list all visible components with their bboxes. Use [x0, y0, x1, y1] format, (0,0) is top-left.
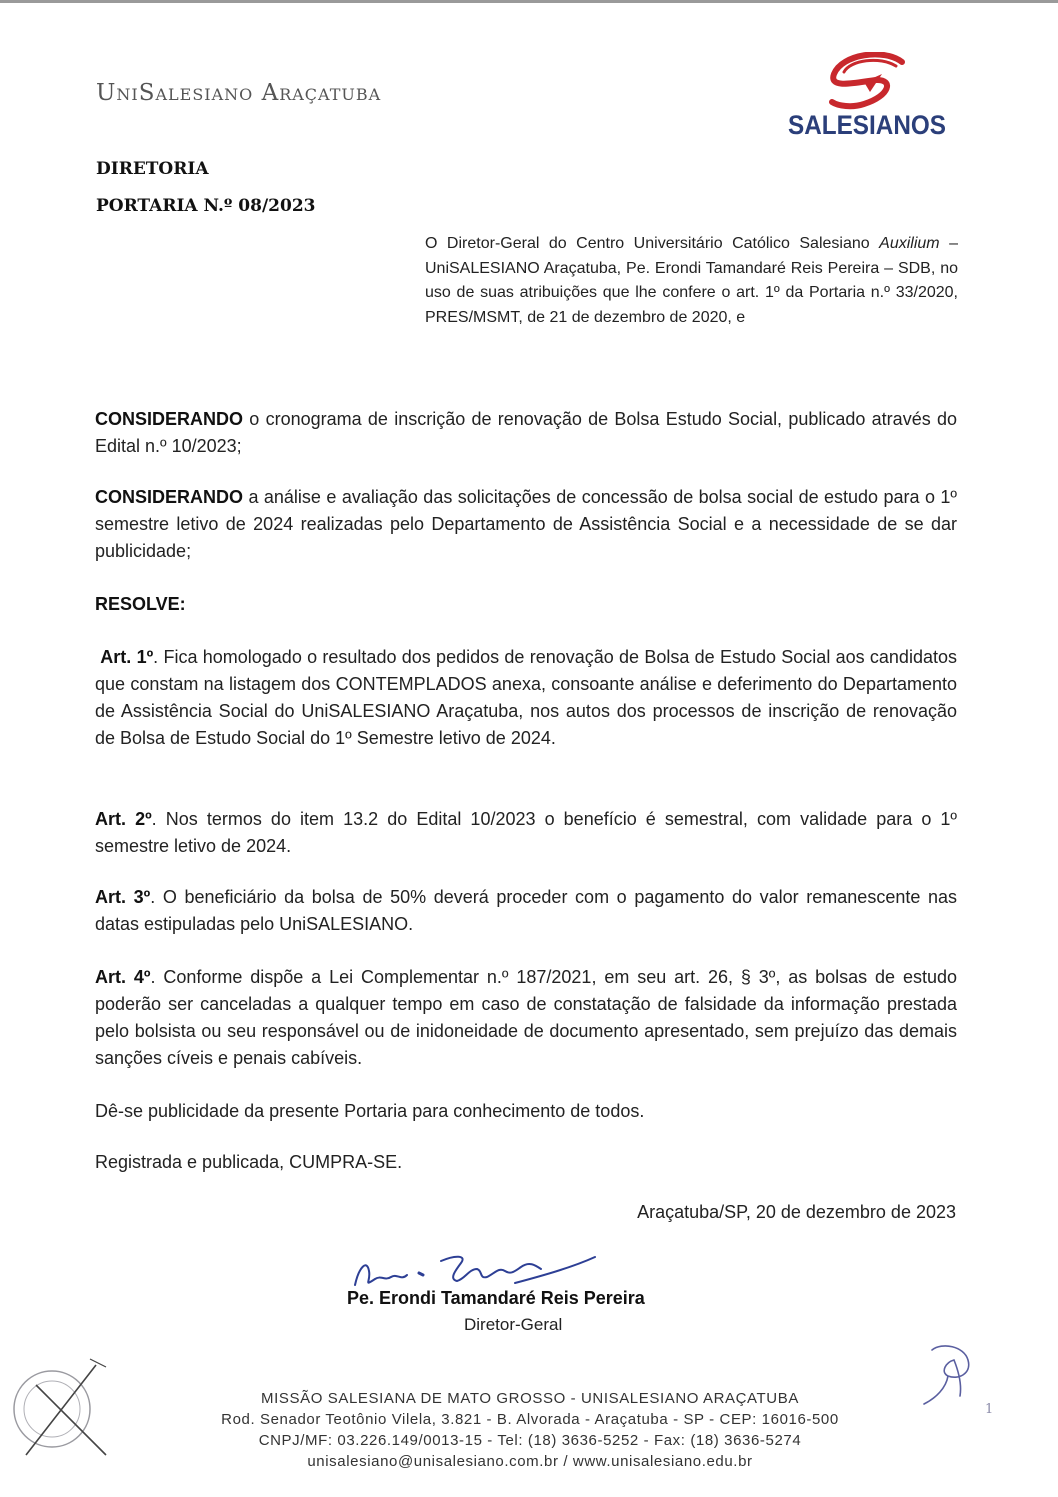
- salesianos-logo: [778, 52, 978, 144]
- article-4: [95, 964, 957, 1072]
- department-heading: DIRETORIA: [96, 159, 209, 179]
- considerando-2-lead: CONSIDERANDO: [95, 487, 244, 507]
- article-4-label: Art. 4º: [95, 967, 151, 987]
- article-1-label: Art. 1º: [100, 647, 154, 667]
- article-1: [95, 644, 957, 752]
- footer-organization: MISSÃO SALESIANA DE MATO GROSSO - UNISALESIANO ARAÇATUBA: [261, 1390, 799, 1407]
- considerando-2-text: a análise e avaliação das solicitações de concessão de bolsa social de estudo para o 1º semestre letivo de 2024 realizadas pelo Departamento de Assistência Social e a necessidade de se dar publicidade;: [95, 487, 957, 561]
- document-number: PORTARIA N.º 08/2023: [96, 196, 316, 216]
- footer-contact: unisalesiano@unisalesiano.com.br / www.unisalesiano.edu.br: [307, 1453, 753, 1470]
- article-4-text: . Conforme dispõe a Lei Complementar n.º 187/2021, em seu art. 26, § 3º, as bolsas de estudo poderão ser canceladas a qualquer tempo em caso de constatação de falsidade da informação prestada pelo bolsista ou seu responsável ou de inidoneidade de documento apresentado, sem prejuízo das demais sanções cíveis e penais cabíveis.: [95, 967, 957, 1068]
- salesianos-s-icon: [824, 52, 920, 110]
- logo-text: SALESIANOS: [788, 110, 946, 140]
- preamble-italic: Auxilium: [879, 235, 940, 252]
- considerando-2: [95, 484, 957, 565]
- considerando-1-text: o cronograma de inscrição de renovação de Bolsa Estudo Social, publicado através do Edital n.º 10/2023;: [95, 409, 957, 456]
- article-3-label: Art. 3º: [95, 887, 151, 907]
- document-footer: [100, 1388, 960, 1472]
- top-border: [0, 0, 1058, 3]
- article-2: [95, 806, 957, 860]
- considerando-1-lead: CONSIDERANDO: [95, 409, 244, 429]
- closing-registered: Registrada e publicada, CUMPRA-SE.: [95, 1152, 403, 1172]
- resolve-heading: [95, 591, 957, 618]
- signer-role: Diretor-Geral: [464, 1315, 563, 1334]
- document-date: Araçatuba/SP, 20 de dezembro de 2023: [637, 1202, 956, 1222]
- article-2-label: Art. 2º: [95, 809, 152, 829]
- article-1-text: . Fica homologado o resultado dos pedidos de renovação de Bolsa de Estudo Social aos candidatos que constam na listagem dos CONTEMPLADOS anexa, consoante análise e deferimento do Departamento de Assistência Social do UniSALESIANO Araçatuba, nos autos dos processos de inscrição de renovação de Bolsa de Estudo Social do 1º Semestre letivo de 2024.: [95, 647, 957, 748]
- footer-address: Rod. Senador Teotônio Vilela, 3.821 - B. Alvorada - Araçatuba - SP - CEP: 16016-500: [221, 1411, 839, 1428]
- preamble-part2: – UniSALESIANO Araçatuba, Pe. Erondi Tamandaré Reis Pereira – SDB, no uso de suas atribuições que lhe confere o art. 1º da Portaria n.º 33/2020, PRES/MSMT, de 21 de dezembro de 2020, e: [425, 235, 958, 326]
- handwritten-signature: [345, 1245, 615, 1293]
- preamble: [425, 232, 958, 330]
- considerando-1: [95, 406, 957, 460]
- article-3: [95, 884, 957, 938]
- page-number: 1: [985, 1402, 994, 1417]
- preamble-part1: O Diretor-Geral do Centro Universitário Católico Salesiano: [425, 235, 880, 252]
- article-3-text: . O beneficiário da bolsa de 50% deverá proceder com o pagamento do valor remanescente nas datas estipuladas pelo UniSALESIANO.: [95, 887, 957, 934]
- signer-name: Pe. Erondi Tamandaré Reis Pereira: [347, 1288, 645, 1308]
- resolve-label: RESOLVE:: [95, 594, 186, 614]
- closing-publicity: Dê-se publicidade da presente Portaria para conhecimento de todos.: [95, 1101, 645, 1121]
- footer-cnpj-phone: CNPJ/MF: 03.226.149/0013-15 - Tel: (18) 3636-5252 - Fax: (18) 3636-5274: [258, 1432, 802, 1449]
- institution-name: UniSalesiano Araçatuba: [96, 80, 382, 106]
- article-2-text: . Nos termos do item 13.2 do Edital 10/2023 o benefício é semestral, com validade para o 1º semestre letivo de 2024.: [95, 809, 957, 856]
